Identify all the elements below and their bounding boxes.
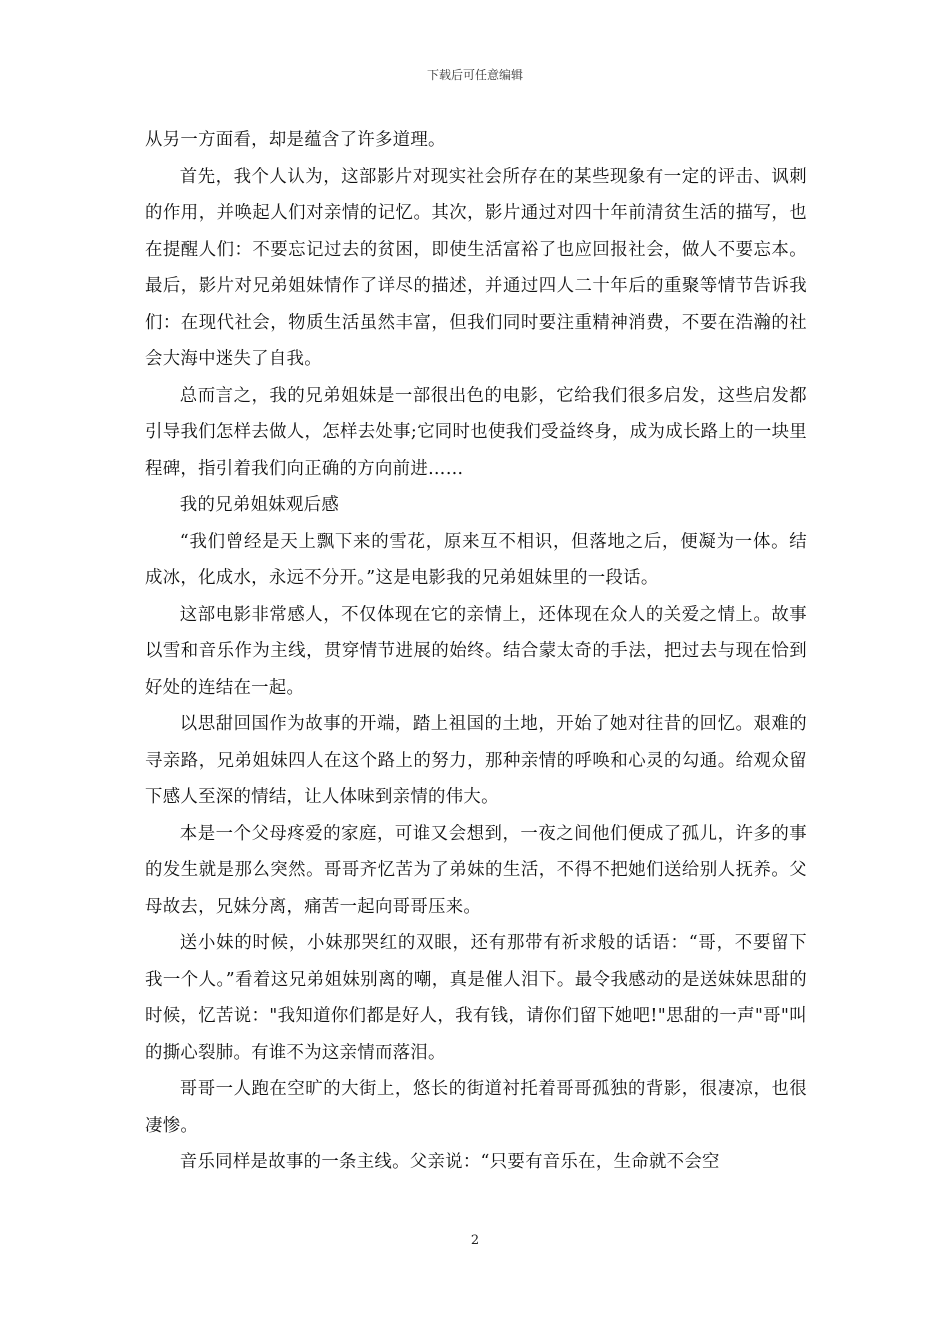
paragraph: 以思甜回国作为故事的开端，踏上祖国的土地，开始了她对往昔的回忆。艰难的寻亲路，兄弟姐妹四人在这个路上的努力，那种亲情的呼唤和心灵的勾通。给观众留下感人至深的情结，让人体味到亲情的伟大。 <box>145 714 807 807</box>
paragraph: 首先，我个人认为，这部影片对现实社会所存在的某些现象有一定的评击、讽刺的作用，并唤起人们对亲情的记忆。其次，影片通过对四十年前清贫生活的描写，也在提醒人们：不要忘记过去的贫困，即使生活富裕了也应回报社会，做人不要忘本。最后，影片对兄弟姐妹情作了详尽的描述，并通过四人二十年后的重聚等情节告诉我们：在现代社会，物质生活虽然丰富，但我们同时要注重精神消费，不要在浩瀚的社会大海中迷失了自我。 <box>145 166 807 369</box>
paragraph: 送小妹的时候，小妹那哭红的双眼，还有那带有祈求般的话语：“哥，不要留下我一个人。”看着这兄弟姐妹别离的嘲，真是催人泪下。最令我感动的是送妹妹思甜的时候，忆苦说："我知道你们都是好人，我有钱，请你们留下她吧!"思甜的一声"哥"叫的撕心裂肺。有谁不为这亲情而落泪。 <box>145 933 807 1063</box>
paragraph: 本是一个父母疼爱的家庭，可谁又会想到，一夜之间他们便成了孤儿，许多的事的发生就是那么突然。哥哥齐忆苦为了弟妹的生活，不得不把她们送给别人抚养。父母故去，兄妹分离，痛苦一起向哥哥压来。 <box>145 823 807 917</box>
paragraph: 音乐同样是故事的一条主线。父亲说：“只要有音乐在，生命就不会空 <box>179 1152 720 1172</box>
section-title: 我的兄弟姐妹观后感 <box>179 495 340 515</box>
paragraph: 这部电影非常感人，不仅体现在它的亲情上，还体现在众人的关爱之情上。故事以雪和音乐作为主线，贯穿情节进展的始终。结合蒙太奇的手法，把过去与现在恰到好处的连结在一起。 <box>145 604 807 698</box>
page-header: 下载后可任意编辑 <box>426 68 523 82</box>
page-number: 2 <box>470 1233 480 1248</box>
paragraph: “我们曾经是天上飘下来的雪花，原来互不相识，但落地之后，便凝为一体。结成冰，化成水，永远不分开。”这是电影我的兄弟姐妹里的一段话。 <box>145 531 807 588</box>
paragraph: 总而言之，我的兄弟姐妹是一部很出色的电影，它给我们很多启发，这些启发都引导我们怎样去做人，怎样去处事;它同时也使我们受益终身，成为成长路上的一块里程碑，指引着我们向正确的方向前进…… <box>145 385 807 479</box>
paragraph-continuation: 从另一方面看，却是蕴含了许多道理。 <box>145 130 446 150</box>
document-body <box>145 122 807 1181</box>
paragraph: 哥哥一人跑在空旷的大街上，悠长的街道衬托着哥哥孤独的背影，很凄凉，也很凄惨。 <box>145 1079 807 1136</box>
